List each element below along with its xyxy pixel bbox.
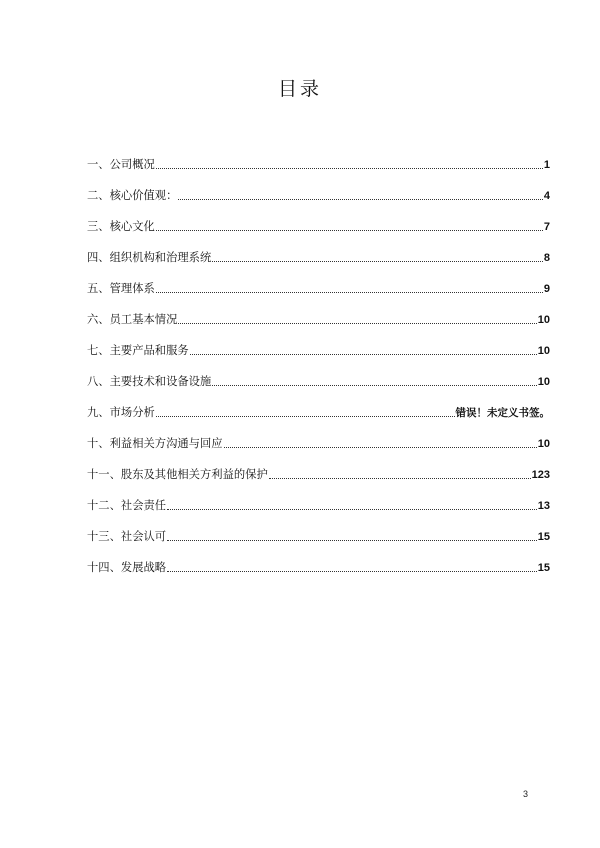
- toc-entry-page: 123: [531, 469, 550, 481]
- dot-leader: [190, 353, 537, 355]
- dot-leader: [167, 570, 537, 572]
- dot-leader: [224, 446, 537, 448]
- dot-leader: [269, 477, 531, 479]
- toc-entry-label: 十四、发展战略: [87, 561, 167, 574]
- dot-leader: [212, 384, 536, 386]
- toc-entry-label: 十、利益相关方沟通与回应: [87, 437, 223, 450]
- toc-entry-page: 4: [543, 190, 550, 202]
- dot-leader: [156, 415, 455, 417]
- toc-entry-page: 10: [537, 376, 550, 388]
- toc-entry-development-strategy[interactable]: [87, 544, 550, 575]
- toc-entry-page: 10: [537, 314, 550, 326]
- toc-entry-market-analysis[interactable]: [87, 389, 550, 420]
- toc-entry-organization[interactable]: [87, 234, 550, 265]
- toc-entry-core-culture[interactable]: [87, 203, 550, 234]
- toc-entry-page: 10: [537, 438, 550, 450]
- toc-entry-social-responsibility[interactable]: [87, 482, 550, 513]
- toc-entry-label: 七、主要产品和服务: [87, 344, 189, 357]
- toc-entry-label: 十一、股东及其他相关方利益的保护: [87, 468, 268, 481]
- toc-entry-label: 十二、社会责任: [87, 499, 167, 512]
- toc-entry-label: 四、组织机构和治理系统: [87, 251, 212, 264]
- toc-entry-technology[interactable]: [87, 358, 550, 389]
- dot-leader: [156, 229, 543, 231]
- toc-entry-page: 15: [537, 562, 550, 574]
- dot-leader: [178, 322, 536, 324]
- toc-entry-management-system[interactable]: [87, 265, 550, 296]
- table-of-contents: [87, 141, 550, 575]
- dot-leader: [167, 539, 537, 541]
- toc-entry-label: 八、主要技术和设备设施: [87, 375, 212, 388]
- toc-entry-shareholder-protection[interactable]: [87, 451, 550, 482]
- toc-entry-social-recognition[interactable]: [87, 513, 550, 544]
- toc-entry-stakeholders[interactable]: [87, 420, 550, 451]
- toc-entry-label: 九、市场分析: [87, 406, 155, 419]
- toc-entry-label: 一、公司概况: [87, 158, 155, 171]
- toc-entry-label: 三、核心文化: [87, 220, 155, 233]
- toc-entry-company-overview[interactable]: [87, 141, 550, 172]
- toc-entry-label: 六、员工基本情况: [87, 313, 178, 326]
- toc-entry-label: 二、核心价值观：: [87, 189, 178, 202]
- dot-leader: [178, 198, 542, 200]
- toc-entry-page: 8: [543, 252, 550, 264]
- dot-leader: [212, 260, 543, 262]
- toc-entry-page: 9: [543, 283, 550, 295]
- dot-leader: [156, 291, 543, 293]
- toc-entry-page: 1: [543, 159, 550, 171]
- toc-entry-label: 十三、社会认可: [87, 530, 167, 543]
- page-number: 3: [523, 789, 529, 799]
- toc-entry-page: 15: [537, 531, 550, 543]
- toc-entry-page: 7: [543, 221, 550, 233]
- toc-entry-products[interactable]: [87, 327, 550, 358]
- toc-title: 目录: [277, 78, 322, 100]
- toc-entry-page-error: 错误！未定义书签。: [455, 407, 550, 419]
- toc-entry-core-values[interactable]: [87, 172, 550, 203]
- toc-entry-page: 10: [537, 345, 550, 357]
- dot-leader: [167, 508, 537, 510]
- toc-entry-page: 13: [537, 500, 550, 512]
- toc-entry-staff[interactable]: [87, 296, 550, 327]
- toc-entry-label: 五、管理体系: [87, 282, 155, 295]
- dot-leader: [156, 167, 543, 169]
